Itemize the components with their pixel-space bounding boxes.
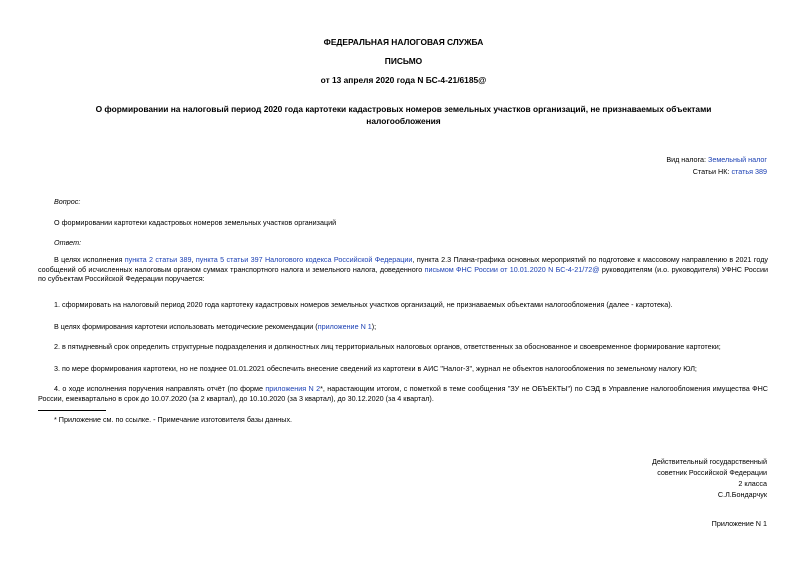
- signature-block: [652, 456, 767, 501]
- p1-text-d: руководителям (и.о. руководителя) УФНС России по субъектам Российской Федерации поручается:: [38, 264, 768, 284]
- signature-line-1: Действительный государственный: [652, 457, 767, 466]
- signature-name: С.Л.Бондарчук: [717, 490, 767, 500]
- nk-article-line: [693, 167, 767, 177]
- document-subject: О формировании на налоговый период 2020 года картотеки кадастровых номеров земельных участков организаций, не признаваемых объектами налогообложения: [95, 104, 712, 126]
- answer-paragraph-6: [38, 384, 768, 403]
- document-date-number: от 13 апреля 2020 года N БС-4-21/6185@: [320, 75, 487, 85]
- link-nk-article-389[interactable]: пункта 2 статьи 389: [124, 255, 192, 264]
- p3-text-b: );: [371, 322, 377, 331]
- link-appendix-2[interactable]: приложения N 2: [265, 384, 321, 393]
- nk-article-label: Статьи НК:: [692, 167, 730, 176]
- p3-text-a: В целях формирования картотеки использовать методические рекомендации (: [54, 322, 318, 331]
- p6-text-b: *, нарастающим итогом, с пометкой в теме сообщения "ЗУ не ОБЪЕКТЫ") по СЭД в Управление налогообложения имущества ФНС России, ежеквартально в срок до 10.07.2020 (за 2 квартал), до 10.10.2020 (за 3 квартал), до 30.12.2020 (за 4 квартал).: [38, 384, 768, 403]
- nk-article-link[interactable]: статья 389: [731, 167, 767, 176]
- signature-line-3: 2 класса: [738, 479, 767, 489]
- document-type: ПИСЬМО: [384, 56, 423, 66]
- tax-type-label: Вид налога:: [666, 155, 707, 164]
- footnote-separator: [38, 410, 106, 411]
- link-nk-article-397[interactable]: пункта 5 статьи 397 Налогового кодекса Российской Федерации: [195, 255, 413, 264]
- link-appendix-1[interactable]: приложение N 1: [317, 322, 372, 331]
- p1-text-a: В целях исполнения: [54, 255, 125, 264]
- question-text: О формировании картотеки кадастровых номеров земельных участков организаций: [54, 218, 337, 227]
- tax-type-link[interactable]: Земельный налог: [708, 155, 767, 164]
- question-label: Вопрос:: [54, 197, 81, 206]
- p1-text-c: , пункта 2.3 Плана-графика основных мероприятий по подготовке к массовому направлению в 2021 году сообщений об исчисленных налоговым органом суммах транспортного налога и земельного налога, доведенного: [38, 255, 768, 274]
- answer-label: Ответ:: [54, 238, 82, 247]
- answer-paragraph-5: 3. по мере формирования картотеки, но не позднее 01.01.2021 обеспечить внесение сведений из картотеки в АИС "Налог-3", журнал не объектов налогообложения по земельному налогу ЮЛ;: [54, 364, 697, 373]
- appendix-label: Приложение N 1: [711, 519, 767, 528]
- answer-paragraph-2: 1. сформировать на налоговый период 2020 года картотеку кадастровых номеров земельных участков организаций, не признаваемых объектами налогообложения (далее - картотека).: [54, 300, 673, 309]
- p1-text-b: ,: [191, 255, 196, 264]
- agency-title: ФЕДЕРАЛЬНАЯ НАЛОГОВАЯ СЛУЖБА: [323, 37, 484, 47]
- footnote: * Приложение см. по ссылке. - Примечание изготовителя базы данных.: [54, 415, 293, 424]
- link-fns-letter[interactable]: письмом ФНС России от 10.01.2020 N БС-4-21/72@: [424, 264, 600, 274]
- signature-line-2: советник Российской Федерации: [657, 468, 767, 478]
- answer-paragraph-4: 2. в пятидневный срок определить структурные подразделения и должностных лиц территориальных налоговых органов, ответственных за обоснованное и своевременное формирование картотеки;: [54, 342, 721, 351]
- tax-type-line: [666, 155, 767, 165]
- answer-paragraph-1: [38, 255, 768, 284]
- p6-text-a: 4. о ходе исполнения поручения направлять отчёт (по форме: [54, 384, 266, 393]
- answer-paragraph-3: [38, 322, 768, 332]
